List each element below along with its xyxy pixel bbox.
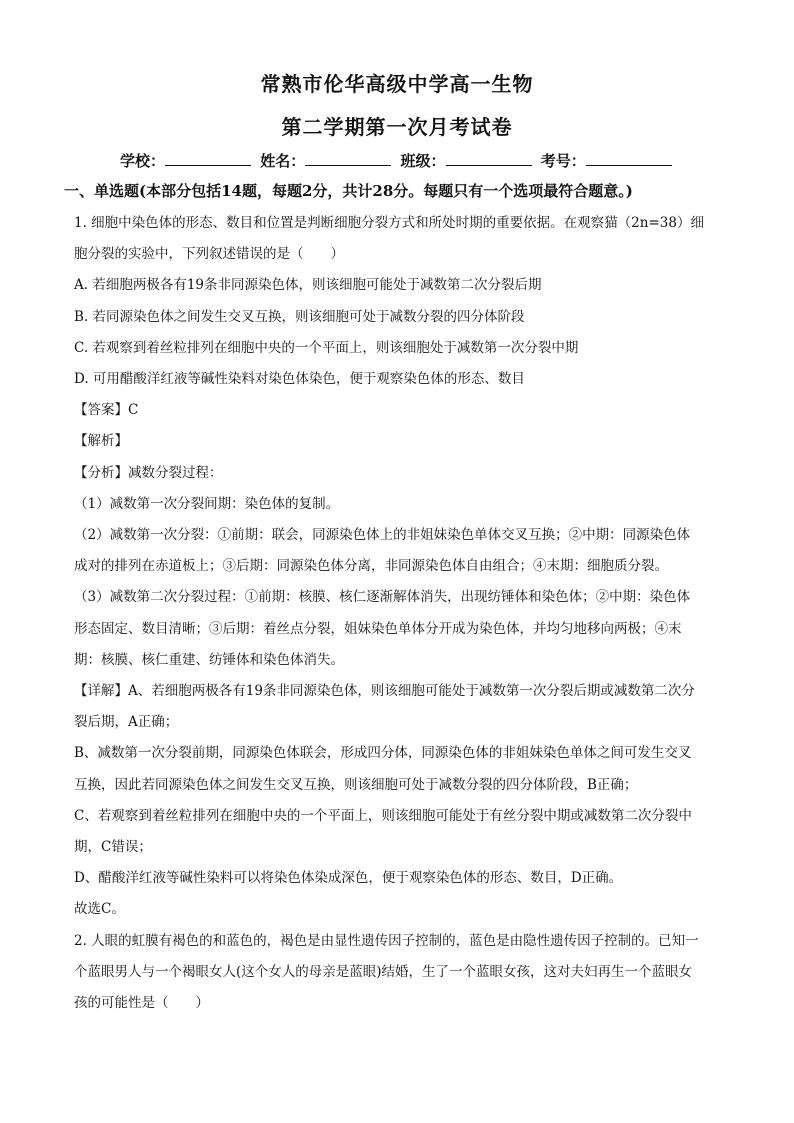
- option-c: C. 若观察到着丝粒排列在细胞中央的一个平面上，则该细胞处于减数第一次分裂中期: [74, 340, 579, 356]
- document-title: 常熟市伦华高级中学高一生物: [260, 72, 534, 96]
- school-blank: [165, 151, 251, 166]
- conclusion-text: 故选C。: [74, 901, 125, 917]
- exam-number-label: 考号：: [540, 152, 586, 170]
- analysis-text: 期：核膜、核仁重建、纺锤体和染色体消失。: [74, 652, 344, 668]
- detail-text: D、醋酸洋红液等碱性染料可以将染色体染成深色，便于观察染色体的形态、数目，D正确。: [74, 870, 623, 886]
- detail-text: C、若观察到着丝粒排列在细胞中央的一个平面上，则该细胞可能处于有丝分裂中期或减数第二次分裂中: [74, 808, 692, 824]
- answer-line: 【答案】C: [74, 402, 139, 418]
- analysis-text: （3）减数第二次分裂过程：①前期：核膜、核仁逐渐解体消失，出现纺锤体和染色体；②中期：染色体: [74, 589, 691, 605]
- name-blank: [305, 151, 391, 166]
- analysis-text: （2）减数第一次分裂：①前期：联会，同源染色体上的非姐妹染色单体交叉互换；②中期：同源染色体: [74, 527, 691, 543]
- exam-number-blank: [586, 151, 672, 166]
- school-label: 学校：: [120, 152, 166, 170]
- question-1-stem: 胞分裂的实验中，下列叙述错误的是（ ）: [74, 246, 344, 262]
- name-label: 姓名：: [260, 152, 306, 170]
- analysis-text: （1）减数第一次分裂间期：染色体的复制。: [74, 496, 340, 512]
- question-2-stem: 孩的可能性是（ ）: [74, 995, 209, 1011]
- detail-text: 互换，因此若同源染色体之间发生交叉互换，则该细胞可处于减数分裂的四分体阶段，B正确；: [74, 777, 638, 793]
- student-info-row: [120, 150, 676, 171]
- detail-text: 期，C错误；: [74, 839, 152, 855]
- option-b: B. 若同源染色体之间发生交叉互换，则该细胞可处于减数分裂的四分体阶段: [74, 309, 525, 325]
- section-heading: 一、单选题(本部分包括14题，每题2分，共计28分。每题只有一个选项最符合题意。): [64, 182, 633, 200]
- detail-text: 裂后期，A正确；: [74, 714, 179, 730]
- detail-text: 【详解】A、若细胞两极各有19条非同源染色体，则该细胞可能处于减数第一次分裂后期或减数第二次分: [74, 683, 695, 699]
- analysis-text: 成对的排列在赤道板上；③后期：同源染色体分离，非同源染色体自由组合；④末期：细胞质分裂。: [74, 558, 668, 574]
- question-1-stem: 1. 细胞中染色体的形态、数目和位置是判断细胞分裂方式和所处时期的重要依据。在观察猫（2n=38）细: [74, 215, 704, 231]
- analysis-text: 【分析】减数分裂过程：: [74, 465, 223, 481]
- class-blank: [446, 151, 532, 166]
- analysis-text: 形态固定、数目清晰；③后期：着丝点分裂，姐妹染色单体分开成为染色体，并均匀地移向两极；④末: [74, 621, 682, 637]
- analysis-label: 【解析】: [74, 433, 128, 449]
- detail-text: B、减数第一次分裂前期，同源染色体联会，形成四分体，同源染色体的非姐妹染色单体之间可发生交叉: [74, 745, 692, 761]
- question-2-stem: 2. 人眼的虹膜有褐色的和蓝色的，褐色是由显性遗传因子控制的，蓝色是由隐性遗传因子控制的。已知一: [74, 933, 699, 949]
- option-a: A. 若细胞两极各有19条非同源染色体，则该细胞可能处于减数第二次分裂后期: [74, 277, 542, 293]
- option-d: D. 可用醋酸洋红液等碱性染料对染色体染色，便于观察染色体的形态、数目: [74, 371, 525, 387]
- class-label: 班级：: [400, 152, 446, 170]
- document-subtitle: 第二学期第一次月考试卷: [281, 115, 513, 139]
- question-2-stem: 个蓝眼男人与一个褐眼女人(这个女人的母亲是蓝眼)结婚，生了一个蓝眼女孩，这对夫妇再生一个蓝眼女: [74, 964, 693, 980]
